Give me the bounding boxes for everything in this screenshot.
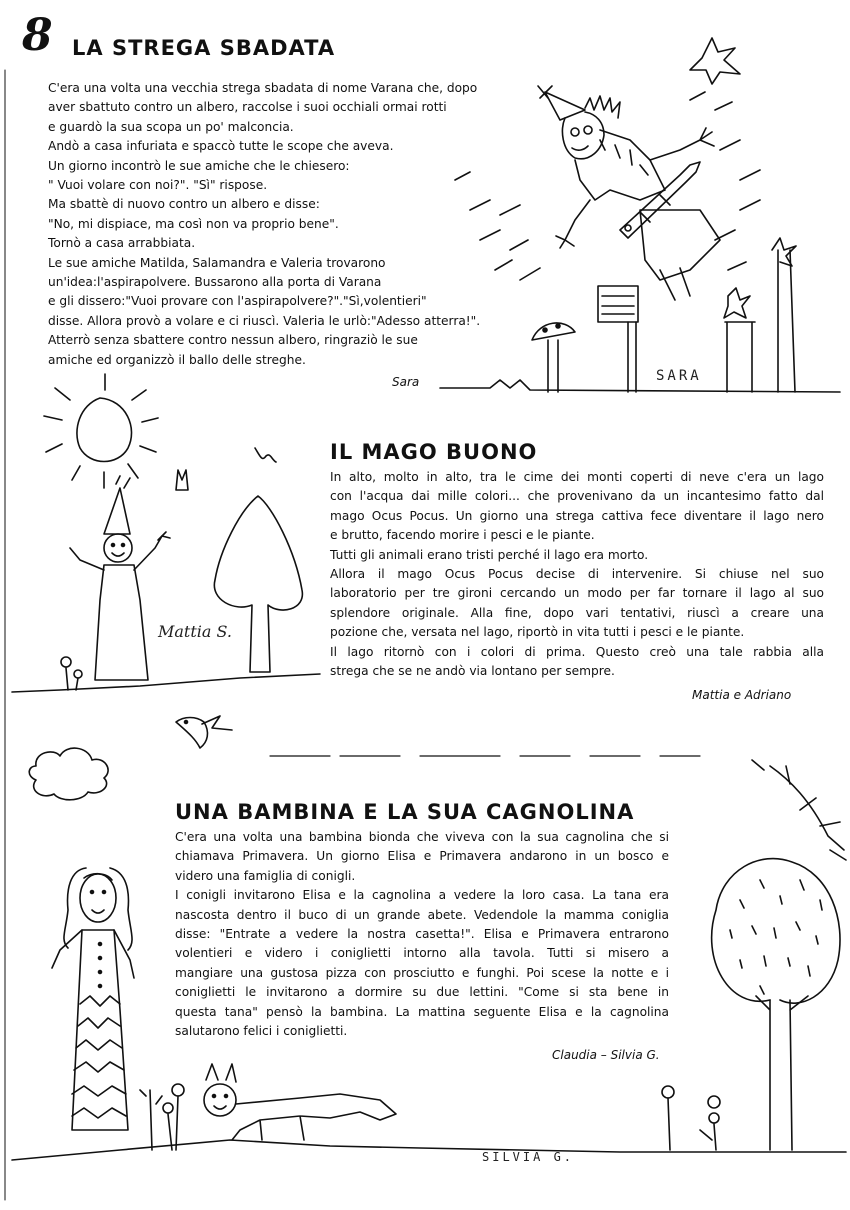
story2-drawing-signature: Mattia S. [158,622,232,641]
ground-line [12,674,320,692]
witch-drawing [440,38,840,392]
story3-body [175,828,669,1041]
story3-line: chiamava Primavera. Un giorno Elisa e Primavera andarono in un bosco e [175,849,669,864]
story1-body [48,79,481,370]
story2-title: IL MAGO BUONO [330,440,538,464]
story1-line: disse. Allora provò a volare e ci riuscì. Valeria le urlò:"Adesso atterra!". [48,313,481,328]
story3-title: UNA BAMBINA E LA SUA CAGNOLINA [175,800,635,824]
story1-line: Atterrò senza sbattere contro nessun albero, ringraziò le sue [48,333,418,348]
story2-line: In alto, molto in alto, tra le cime dei monti coperti di neve c'era un lago [330,470,824,484]
story3-line: coniglietti le invitarono a dormire su due lettini. "Come si sta bene in [175,985,669,1000]
story1-line: "No, mi dispiace, ma così non va proprio bene". [48,216,339,231]
bird-drawing [176,716,232,748]
story1-line: un'idea:l'aspirapolvere. Bussarono alla porta di Varana [48,275,382,290]
wizard-drawing [70,476,170,680]
story1-line: Le sue amiche Matilda, Salamandra e Valeria trovarono [48,255,386,270]
story1-line: " Vuoi volare con noi?". "Sì" rispose. [48,178,268,193]
story2-line: con l'acqua dai mille colori... che provenivano da un incantesimo fatto dal [330,489,824,504]
story1-drawing-signature: SARA [656,368,702,384]
cat-drawing [204,1064,396,1140]
story3-line: disse: "Entrate a vedere la nostra casetta!". Elisa e Primavera entrarono [175,927,669,942]
flower-drawing [662,1086,720,1150]
story2-line: e brutto, facendo morire i pesci e le piante. [330,528,595,543]
story2-line: pozione che, versata nel lago, riportò in vita tutti i pesci e le piante. [330,625,745,640]
story3-line: salutarono felici i coniglietti. [175,1024,348,1039]
story3-line: nascosta dentro il buco di un grande abete. Vedendole la mamma coniglia [175,907,669,922]
story2-line: mago Ocus Pocus. Un giorno una strega cattiva fece diventare il lago nero [330,508,824,523]
sun-drawing [44,374,158,488]
cloud-drawing [29,748,108,800]
story1-author: Sara [392,375,420,389]
corner-sun-drawing [770,766,844,850]
ground-line [12,1140,846,1160]
story3-author: Claudia – Silvia G. [552,1048,660,1062]
story1-line: e gli dissero:"Vuoi provare con l'aspirapolvere?"."Sì,volentieri" [48,294,427,309]
story2-line: Tutti gli animali erano tristi perché il lago era morto. [330,547,649,562]
story2-line: Il lago ritornò con i colori di prima. Questo creò una tale rabbia alla [330,644,824,659]
story3-line: C'era una volta una bambina bionda che viveva con la sua cagnolina che si [175,830,669,844]
story2-line: splendore originale. Alla fine, dopo vari tentativi, riuscì a creare una [330,605,824,620]
story2-line: Allora il mago Ocus Pocus decise di intervenire. Si chiuse nel suo [330,567,824,582]
story1-line: e guardò la sua scopa un po' malconcia. [48,119,294,134]
story2-author: Mattia e Adriano [692,688,792,702]
story3-line: videro una famiglia di conigli. [175,868,356,883]
story3-line: volentieri e videro i coniglietti intorno alla tavola. Tutti si misero a [175,946,669,961]
story1-line: Andò a casa infuriata e spaccò tutte le scope che aveva. [48,139,394,154]
story2-line: laboratorio per tre gironi cercando un modo per far tornare il lago al suo [330,586,824,601]
page-number: 8 [22,10,53,61]
flower-drawing [61,657,82,690]
girl-drawing [52,868,134,1130]
story2-body [330,468,824,681]
story1-line: C'era una volta una vecchia strega sbadata di nome Varana che, dopo [48,81,478,95]
flower-drawing [140,1084,184,1150]
story1-line: Ma sbattè di nuovo contro un albero e disse: [48,197,320,212]
story2-line: strega che se ne andò via lontano per sempre. [330,664,615,679]
story1-line: Tornò a casa arrabbiata. [48,236,196,251]
story3-drawing-signature: SILVIA G. [482,1150,575,1164]
story3-line: questa tana" pensò la bambina. La mattina seguente Elisa e la cagnolina [175,1004,669,1019]
story3-line: mangiare una gustosa pizza con prosciutto e funghi. Poi scese la notte e i [175,965,669,980]
story1-line: aver sbattuto contro un albero, raccolse i suoi occhiali ormai rotti [48,100,447,115]
story1-line: amiche ed organizzò il ballo delle streghe. [48,352,306,367]
story3-line: I conigli invitarono Elisa e la cagnolina a vedere la loro casa. La tana era [175,888,669,903]
tree-drawing [712,859,840,1150]
story1-title: LA STREGA SBADATA [72,36,336,60]
story1-line: Un giorno incontrò le sue amiche che le chiesero: [48,158,350,173]
